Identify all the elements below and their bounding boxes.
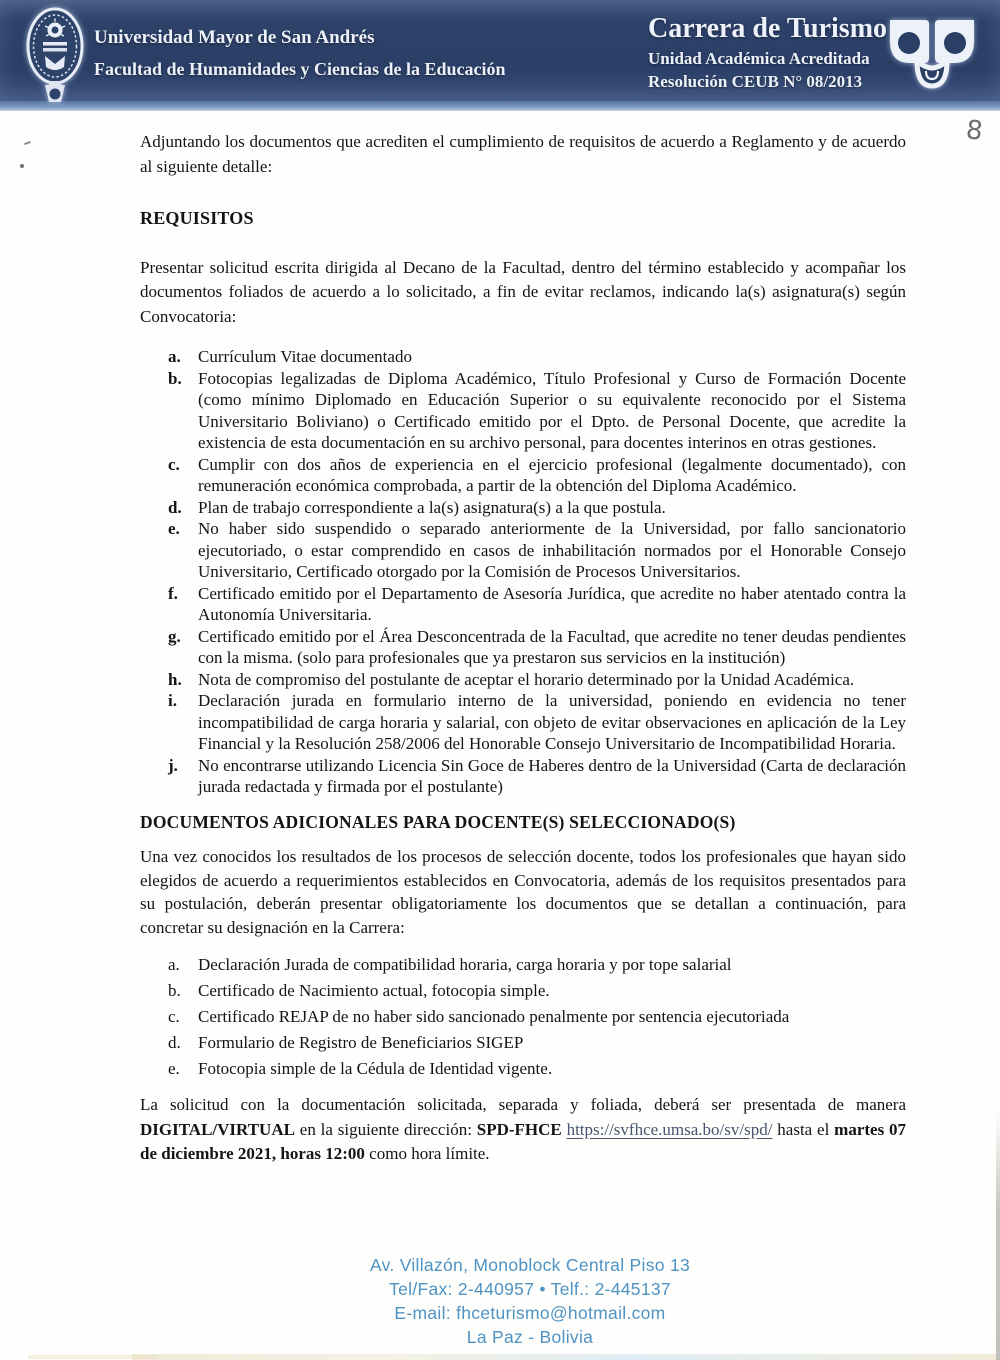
scan-artifact-bottom-left (28, 1355, 158, 1359)
item-text: Fotocopia simple de la Cédula de Identidad vigente. (198, 1059, 553, 1078)
umsa-seal-icon (18, 5, 92, 112)
item-letter: i. (168, 691, 177, 710)
handwritten-page-number: 8 (964, 115, 985, 147)
deadline-emphasis: martes 07 de diciembre 2021, horas 12:00 (140, 1119, 907, 1163)
item-letter: f. (168, 583, 178, 603)
margin-pen-dash (24, 141, 31, 145)
document-body (140, 122, 906, 1167)
list-item (140, 368, 906, 454)
item-letter: a. (168, 955, 180, 974)
list-item (140, 669, 906, 691)
list-item (140, 1004, 906, 1030)
list-item (140, 497, 906, 519)
item-letter: c. (168, 1007, 180, 1026)
list-item (140, 1056, 906, 1082)
scan-artifact-right-edge (996, 1110, 1000, 1360)
item-text: Fotocopias legalizadas de Diploma Académico, Título Profesional y Curso de Formación Docente (como mínimo Diplomado en Educación Superior o su equivalente reconocido por el Sistema Universitario Boliviano) o Certificado emitido por el Dpto. de Personal Docente, que acredite la existencia de esta documentación en su archivo personal, para docentes interinos en otras gestiones. (198, 368, 906, 452)
item-text: No haber sido suspendido o separado anteriormente de la Universidad, por fallo sancionatorio ejecutoriado, o estar comprendido en casos de inhabilitación normados por el Honorable Consejo Universitario, Certificado otorgado por la Comisión de Procesos Universitarios. (198, 519, 906, 581)
requisitos-lead-paragraph: Presentar solicitud escrita dirigida al Decano de la Facultad, dentro del término establecido y acompañar los documentos foliados de acuerdo a lo solicitado, a fin de evitar reclamos, indicando la(s) asignatura(s) según Convocatoria: (140, 257, 906, 326)
item-text: Certificado REJAP de no haber sido sancionado penalmente por sentencia ejecutoriada (198, 1007, 790, 1026)
item-text: Cumplir con dos años de experiencia en el ejercicio profesional (legalmente documentado), con remuneración económica comprobada, a partir de la obtención del Diploma Académico. (198, 454, 906, 495)
item-text: Declaración jurada en formulario interno de la universidad, poniendo en evidencia no tener incompatibilidad de carga horaria y salarial, con objeto de evitar observaciones en aplicación de la Ley Financial y la Resolución 258/2006 del Honorable Consejo Universitario de Incompatibilidad Horaria. (198, 691, 906, 753)
digital-virtual-emphasis: DIGITAL/VIRTUAL (140, 1119, 295, 1139)
list-item (140, 978, 906, 1004)
turismo-owl-logo-icon (876, 10, 988, 103)
item-text: No encontrarse utilizando Licencia Sin Goce de Haberes dentro de la Universidad (Carta de declaración jurada redactada y firmada por el postulante) (198, 755, 906, 796)
list-item (140, 690, 906, 755)
list-item (140, 454, 906, 497)
item-text: Declaración Jurada de compatibilidad horaria, carga horaria y por tope salarial (198, 955, 732, 974)
list-item (140, 583, 906, 626)
requisitos-list (140, 346, 906, 798)
item-text: Certificado emitido por el Área Desconcentrada de la Facultad, que acredite no tener deudas pendientes con la misma. (solo para profesionales que ya prestaron sus servicios en la institución) (198, 626, 906, 667)
list-item (140, 518, 906, 583)
item-letter: g. (168, 626, 181, 646)
footer-city: La Paz - Bolivia (466, 1327, 594, 1347)
header-banner-strip (0, 101, 1000, 111)
spd-fhce-emphasis: SPD-FHCE (476, 1119, 562, 1139)
intro-paragraph: Adjuntando los documentos que acrediten el cumplimiento de requisitos de acuerdo a Reglamento y de acuerdo al siguiente detalle: (140, 132, 906, 176)
item-text: Plan de trabajo correspondiente a la(s) asignatura(s) a la que postula. (198, 497, 666, 517)
footer-phones: Tel/Fax: 2-440957 • Telf.: 2-445137 (389, 1279, 671, 1299)
career-title: Carrera de Turismo (648, 13, 888, 44)
list-item (140, 755, 906, 798)
career-block (648, 14, 887, 92)
adicionales-lead-paragraph: Una vez conocidos los resultados de los procesos de selección docente, todos los profesionales que hayan sido elegidos de acuerdo a requerimientos establecidos en Convocatoria, además de los requisitos presentados para su postulación, deberán presentar obligatoriamente los documentos que se detallan a continuación, para concretar su designación en la Carrera: (140, 847, 906, 937)
footer-contact-block (0, 1253, 1000, 1349)
item-text: Currículum Vitae documentado (198, 347, 412, 366)
submission-url-link[interactable]: https://svfhce.umsa.bo/sv/spd/ (566, 1119, 773, 1139)
university-name: Universidad Mayor de San Andrés (94, 27, 375, 48)
requisitos-heading: REQUISITOS (140, 208, 254, 228)
list-item (140, 626, 906, 669)
item-letter: h. (168, 669, 182, 689)
item-text: Certificado emitido por el Departamento de Asesoría Jurídica, que acredite no haber atentado contra la Autonomía Universitaria. (198, 583, 906, 624)
margin-pen-dot (20, 164, 24, 168)
list-item (140, 346, 906, 368)
item-letter: c. (168, 454, 180, 474)
resolution-label: Resolución CEUB N° 08/2013 (648, 72, 863, 91)
closing-paragraph (140, 1093, 906, 1167)
item-letter: j. (168, 755, 178, 775)
closing-text: como hora límite. (369, 1144, 490, 1163)
closing-text: en la siguiente dirección: (299, 1119, 472, 1139)
item-letter: e. (168, 519, 180, 538)
item-letter: d. (168, 497, 182, 517)
item-letter: d. (168, 1033, 181, 1052)
closing-text: hasta el (777, 1119, 830, 1139)
faculty-name: Facultad de Humanidades y Ciencias de la Educación (94, 59, 506, 79)
list-item (140, 952, 906, 978)
accreditation-label: Unidad Académica Acreditada (648, 49, 870, 68)
adicionales-heading: DOCUMENTOS ADICIONALES PARA DOCENTE(S) SELECCIONADO(S) (140, 811, 736, 832)
item-text: Certificado de Nacimiento actual, fotocopia simple. (198, 981, 550, 1000)
item-letter: b. (168, 368, 182, 388)
closing-text: La solicitud con la documentación solicitada, separada y foliada, deberá ser presentada de manera (140, 1095, 906, 1114)
list-item (140, 1030, 906, 1056)
scan-artifact-bottom (132, 1354, 1000, 1360)
footer-address: Av. Villazón, Monoblock Central Piso 13 (369, 1255, 691, 1275)
adicionales-list (140, 952, 906, 1082)
item-letter: b. (168, 981, 181, 1000)
institution-block (94, 27, 506, 80)
item-text: Nota de compromiso del postulante de aceptar el horario determinado por la Unidad Académica. (198, 669, 855, 689)
item-letter: a. (168, 347, 181, 366)
item-letter: e. (168, 1059, 180, 1078)
item-text: Formulario de Registro de Beneficiarios SIGEP (198, 1033, 524, 1052)
footer-email: E-mail: fhceturismo@hotmail.com (394, 1303, 666, 1323)
